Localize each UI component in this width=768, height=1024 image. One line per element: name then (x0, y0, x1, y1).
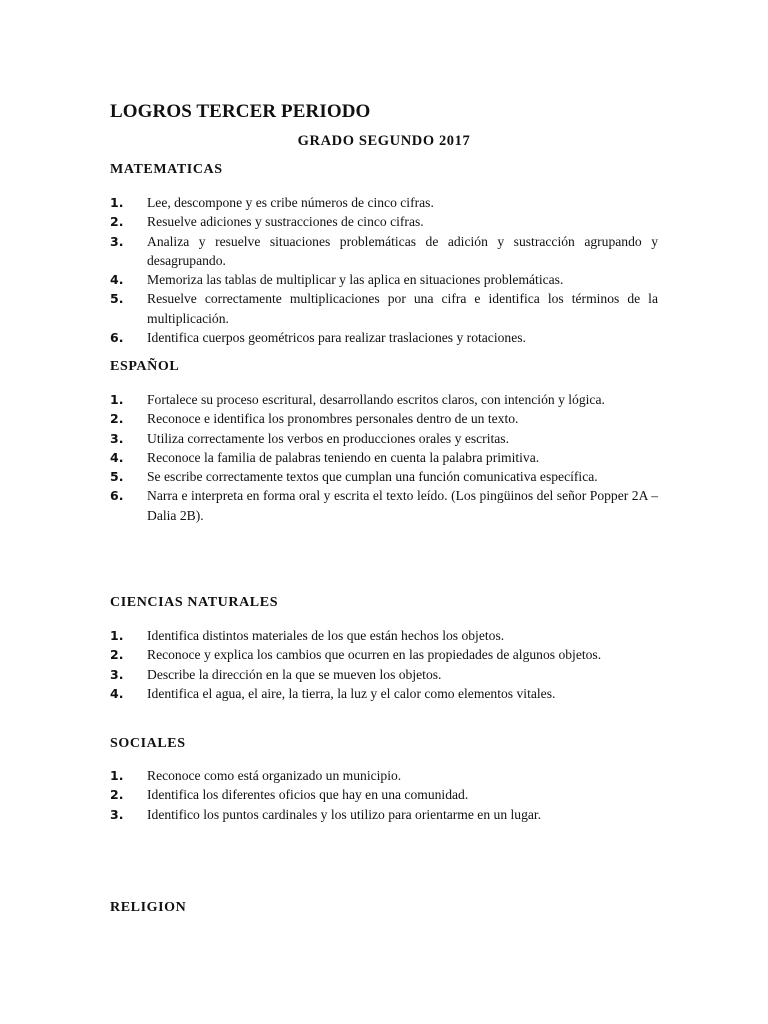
item-text: Memoriza las tablas de multiplicar y las aplica en situaciones problemáticas. (147, 272, 564, 288)
list-item (110, 328, 658, 347)
item-number: 3. (110, 430, 124, 446)
item-number: 1. (110, 628, 124, 643)
item-number: 2. (110, 411, 124, 427)
item-number: 1. (110, 392, 124, 407)
item-number: 1. (110, 768, 124, 783)
item-number: 6. (110, 488, 124, 504)
section-heading-matematicas: MATEMATICAS (110, 162, 223, 177)
item-number: 3. (110, 233, 124, 249)
list-item (110, 684, 658, 703)
list-sociales (110, 766, 658, 824)
item-number: 2. (110, 214, 124, 230)
list-item (110, 665, 658, 684)
item-number: 1. (110, 195, 124, 210)
item-text: Analiza y resuelve situaciones problemáticas de adición y sustracción agrupando y desagrupando. (147, 233, 658, 268)
page-subtitle (0, 133, 768, 150)
item-number: 5. (110, 469, 124, 485)
section-heading-espanol: ESPAÑOL (110, 359, 180, 374)
section-heading-sociales: SOCIALES (110, 736, 186, 751)
item-text: Identifico los puntos cardinales y los utilizo para orientarme en un lugar. (147, 806, 542, 822)
list-item (110, 766, 658, 785)
list-item (110, 270, 658, 289)
list-item (110, 645, 658, 664)
list-item (110, 232, 658, 271)
item-text: Reconoce como está organizado un municipio. (147, 768, 402, 783)
list-item (110, 448, 658, 467)
list-item (110, 486, 658, 525)
item-text: Identifica los diferentes oficios que hay en una comunidad. (147, 787, 469, 803)
list-item (110, 785, 658, 804)
list-item (110, 390, 658, 409)
item-number: 4. (110, 685, 124, 701)
item-text: Identifica distintos materiales de los que están hechos los objetos. (147, 628, 505, 643)
list-item (110, 409, 658, 428)
item-text: Reconoce e identifica los pronombres personales dentro de un texto. (147, 411, 519, 427)
section-heading-ciencias-naturales: CIENCIAS NATURALES (110, 595, 279, 610)
item-number: 2. (110, 647, 124, 663)
list-item (110, 212, 658, 231)
list-item (110, 289, 658, 328)
item-text: Utiliza correctamente los verbos en producciones orales y escritas. (147, 430, 509, 446)
section-heading-religion: RELIGION (110, 900, 187, 915)
list-ciencias-naturales (110, 626, 658, 703)
list-item (110, 193, 658, 212)
item-number: 5. (110, 291, 124, 307)
item-number: 6. (110, 330, 124, 346)
list-item (110, 805, 658, 824)
item-text: Resuelve correctamente multiplicaciones por una cifra e identifica los términos de la multiplicación. (147, 291, 658, 326)
subtitle-text: GRADO SEGUNDO 2017 (297, 133, 471, 149)
item-text: Identifica el agua, el aire, la tierra, la luz y el calor como elementos vitales. (147, 685, 556, 701)
item-text: Lee, descompone y es cribe números de cinco cifras. (147, 195, 434, 210)
item-text: Describe la dirección en la que se mueven los objetos. (147, 666, 442, 682)
list-item (110, 429, 658, 448)
item-number: 3. (110, 806, 124, 822)
item-text: Se escribe correctamente textos que cumplan una función comunicativa específica. (147, 469, 598, 485)
item-text: Narra e interpreta en forma oral y escrita el texto leído. (Los pingüinos del señor Popper 2A –Dalia 2B). (147, 488, 658, 523)
item-text: Reconoce y explica los cambios que ocurren en las propiedades de algunos objetos. (147, 647, 602, 663)
item-text: Identifica cuerpos geométricos para realizar traslaciones y rotaciones. (147, 330, 526, 346)
item-number: 3. (110, 666, 124, 682)
item-number: 2. (110, 787, 124, 803)
list-item (110, 626, 658, 645)
list-espanol (110, 390, 658, 525)
list-matematicas (110, 193, 658, 347)
list-item (110, 467, 658, 486)
item-number: 4. (110, 272, 124, 288)
item-number: 4. (110, 449, 124, 465)
item-text: Resuelve adiciones y sustracciones de cinco cifras. (147, 214, 424, 230)
page-title: LOGROS TERCER PERIODO (110, 101, 371, 122)
item-text: Fortalece su proceso escritural, desarrollando escritos claros, con intención y lógica. (147, 392, 605, 407)
item-text: Reconoce la familia de palabras teniendo en cuenta la palabra primitiva. (147, 449, 540, 465)
